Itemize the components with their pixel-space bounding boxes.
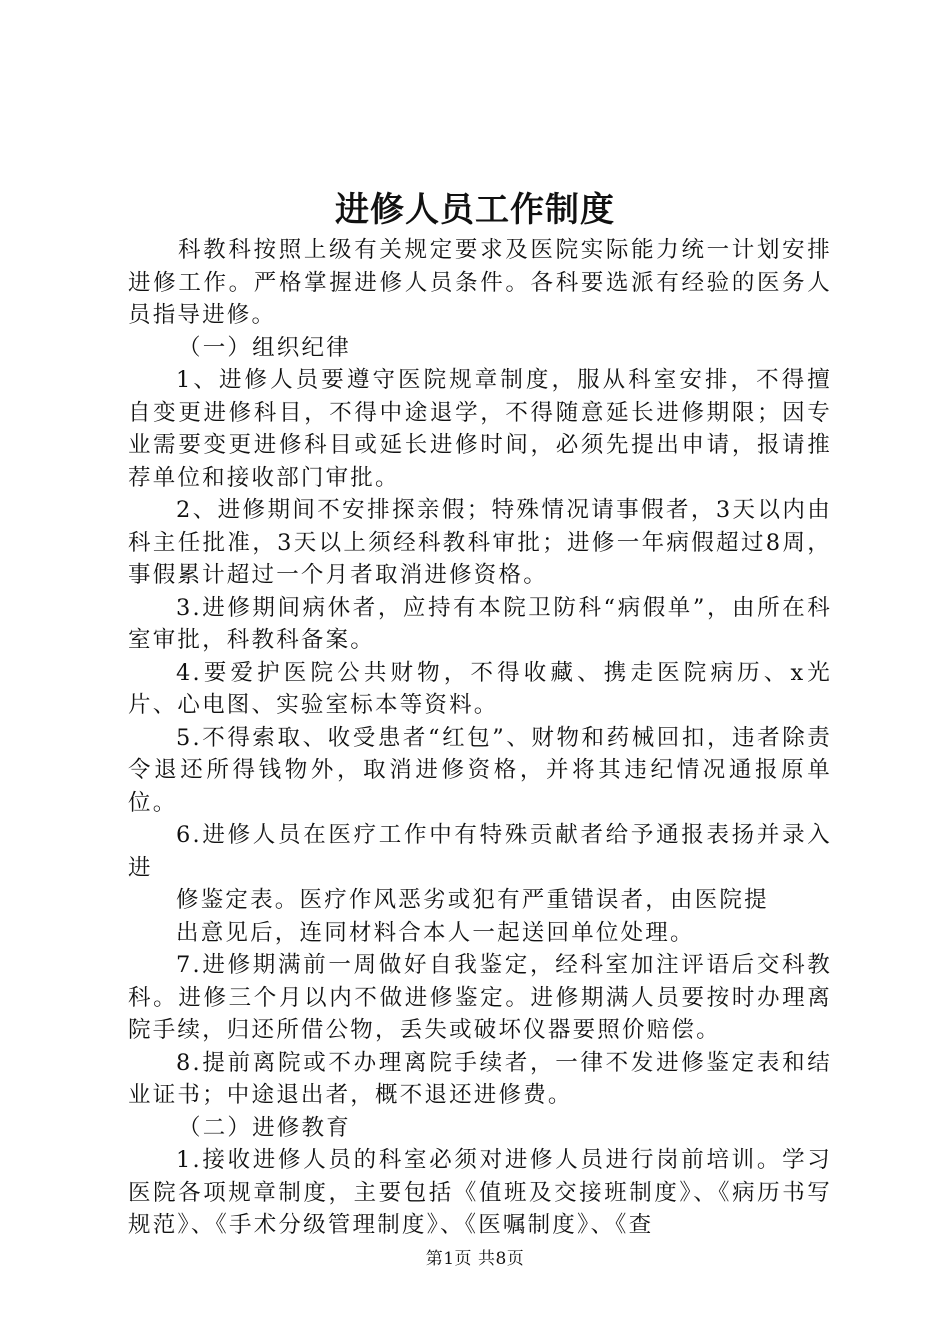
rule-paragraph: 8.提前离院或不办理离院手续者，一律不发进修鉴定表和结业证书；中途退出者，概不退还进修费。: [128, 1049, 832, 1108]
section-heading-discipline: （一）组织纪律: [178, 334, 351, 361]
page-number-footer: 第1页 共8页: [425, 1249, 525, 1269]
rule-paragraph: 1、进修人员要遵守医院规章制度，服从科室安排，不得擅自变更进修科目，不得中途退学，不得随意延长进修期限；因专业需要变更进修科目或延长进修时间，必须先提出申请，报请推荐单位和接收部门审批。: [128, 367, 832, 491]
intro-paragraph: 科教科按照上级有关规定要求及医院实际能力统一计划安排进修工作。严格掌握进修人员条件。各科要选派有经验的医务人员指导进修。: [128, 237, 832, 328]
rule-paragraph: 6.进修人员在医疗工作中有特殊贡献者给予通报表扬并录入进: [128, 822, 832, 881]
document-body: [128, 234, 832, 1242]
rule-paragraph: 7.进修期满前一周做好自我鉴定，经科室加注评语后交科教科。进修三个月以内不做进修鉴定。进修期满人员要按时办理离院手续，归还所借公物，丢失或破坏仪器要照价赔偿。: [128, 952, 832, 1043]
rule-continuation-line: 出意见后，连同材料合本人一起送回单位处理。: [176, 919, 695, 946]
rule-paragraph: 2、进修期间不安排探亲假；特殊情况请事假者，3天以内由科主任批准，3天以上须经科教科审批；进修一年病假超过8周，事假累计超过一个月者取消进修资格。: [128, 497, 832, 588]
rule-paragraph: 4.要爱护医院公共财物，不得收藏、携走医院病历、x光片、心电图、实验室标本等资料。: [128, 659, 832, 718]
document-title: 进修人员工作制度: [335, 190, 615, 230]
section-heading-education: （二）进修教育: [178, 1114, 351, 1141]
rule-continuation-line: 修鉴定表。医疗作风恶劣或犯有严重错误者，由医院提: [176, 887, 769, 913]
rule-paragraph: 1.接收进修人员的科室必须对进修人员进行岗前培训。学习医院各项规章制度，主要包括《值班及交接班制度》、《病历书写规范》、《手术分级管理制度》、《医嘱制度》、《查: [128, 1147, 832, 1238]
rule-paragraph: 5.不得索取、收受患者“红包”、财物和药械回扣，违者除责令退还所得钱物外，取消进修资格，并将其违纪情况通报原单位。: [128, 724, 832, 816]
rule-paragraph: 3.进修期间病休者，应持有本院卫防科“病假单”，由所在科室审批，科教科备案。: [128, 594, 832, 653]
